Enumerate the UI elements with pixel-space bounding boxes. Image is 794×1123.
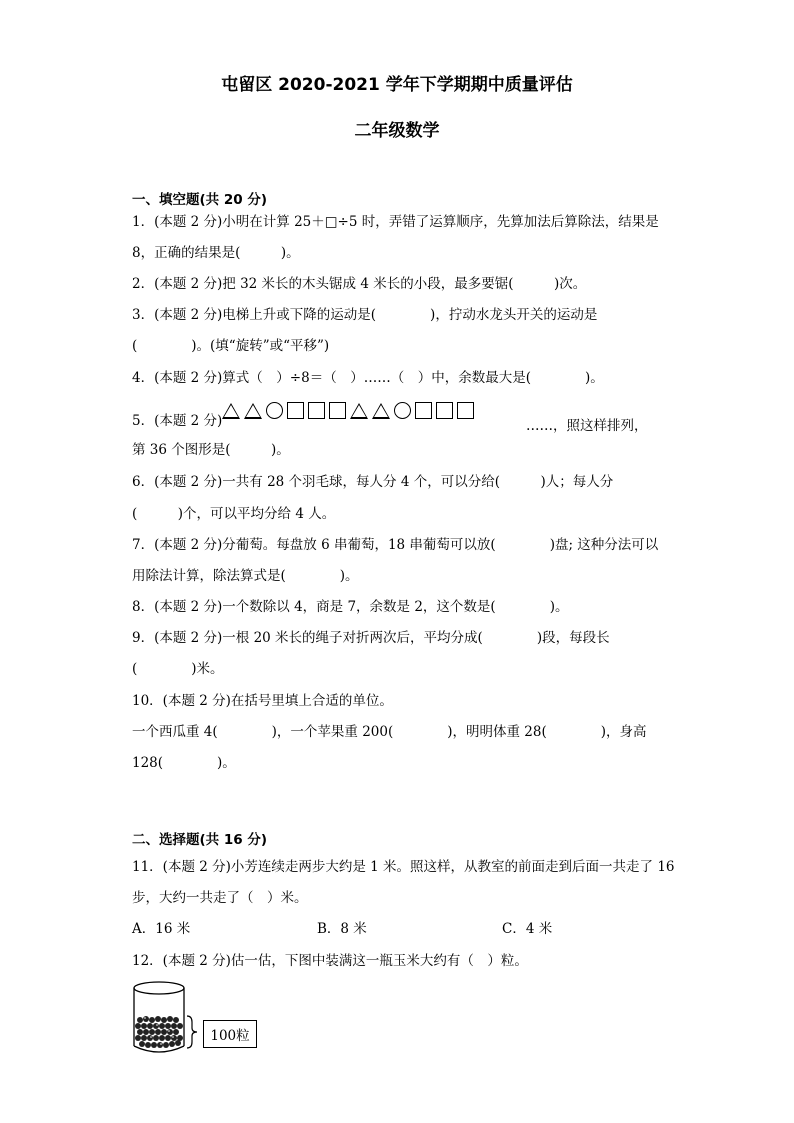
question-line: 9．(本题 2 分)一根 20 米长的绳子对折两次后，平均分成( )段，每段长 [132, 630, 610, 646]
question-line: 一个西瓜重 4( )，一个苹果重 200( )，明明体重 28( )，身高 [132, 724, 647, 740]
triangle-icon [350, 403, 368, 419]
question-line: 第 36 个图形是( )。 [132, 442, 290, 458]
question-line: 128( )。 [132, 755, 236, 771]
option-b[interactable]: B．8 米 [317, 921, 367, 937]
corn-jar-figure [132, 980, 202, 1058]
q5-suffix: ……，照这样排列， [526, 418, 648, 434]
circle-icon [266, 402, 283, 419]
question-line: 11．(本题 2 分)小芳连续走两步大约是 1 米。照这样，从教室的前面走到后面一共走了 16 [132, 859, 675, 875]
square-icon [308, 402, 325, 419]
triangle-icon [372, 403, 390, 419]
figure-label-box: 100粒 [203, 1020, 257, 1048]
square-icon [415, 402, 432, 419]
question-line: 5．(本题 2 分) [132, 413, 223, 429]
triangle-icon [244, 403, 262, 419]
question-line: 3．(本题 2 分)电梯上升或下降的运动是( )，拧动水龙头开关的运动是 [132, 307, 598, 323]
question-line: 1．(本题 2 分)小明在计算 25＋□÷5 时，弄错了运算顺序，先算加法后算除法，结果是 [132, 214, 659, 230]
question-line: 6．(本题 2 分)一共有 28 个羽毛球，每人分 4 个，可以分给( )人；每人分 [132, 474, 614, 490]
exam-subtitle: 二年级数学 [354, 121, 440, 141]
question-line: 12．(本题 2 分)估一估，下图中装满这一瓶玉米大约有（ ）粒。 [132, 953, 528, 969]
exam-title: 屯留区 2020-2021 学年下学期期中质量评估 [221, 75, 573, 95]
triangle-icon [222, 403, 240, 419]
question-line: 2．(本题 2 分)把 32 米长的木头锯成 4 米长的小段，最多要锯( )次。 [132, 276, 587, 292]
question-line: ( )。(填“旋转”或“平移”) [132, 338, 330, 354]
question-line: 步，大约一共走了（ ）米。 [132, 890, 308, 906]
question-line: 用除法计算，除法算式是( )。 [132, 568, 359, 584]
question-line: ( )个，可以平均分给 4 人。 [132, 506, 336, 522]
square-icon [329, 402, 346, 419]
shape-sequence [222, 402, 474, 419]
section-heading-choice: 二、选择题(共 16 分) [132, 832, 268, 848]
question-line: 10．(本题 2 分)在括号里填上合适的单位。 [132, 693, 393, 709]
square-icon [457, 402, 474, 419]
question-line: 8，正确的结果是( )。 [132, 245, 300, 261]
question-line: 7．(本题 2 分)分葡萄。每盘放 6 串葡萄，18 串葡萄可以放( )盘; 这种分法可以 [132, 537, 659, 553]
square-icon [436, 402, 453, 419]
circle-icon [394, 402, 411, 419]
question-line: 8．(本题 2 分)一个数除以 4，商是 7，余数是 2，这个数是( )。 [132, 599, 569, 615]
square-icon [287, 402, 304, 419]
question-line: ( )米。 [132, 661, 224, 677]
option-c[interactable]: C．4 米 [502, 921, 553, 937]
section-heading-fill-blank: 一、填空题(共 20 分) [132, 192, 268, 208]
option-a[interactable]: A．16 米 [132, 921, 191, 937]
question-line: 4．(本题 2 分)算式（ ）÷8＝（ ）……（ ）中，余数最大是( )。 [132, 370, 604, 386]
